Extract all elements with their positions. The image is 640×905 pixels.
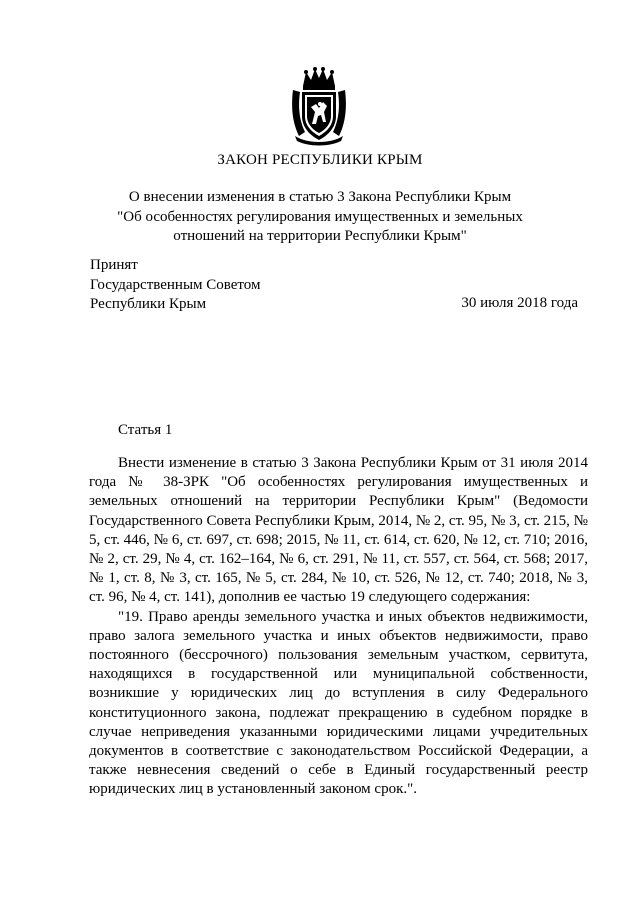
- law-title: ЗАКОН РЕСПУБЛИКИ КРЫМ: [217, 152, 423, 168]
- law-subtitle: [80, 188, 560, 247]
- coat-of-arms-icon: [289, 66, 349, 146]
- article-paragraph: Внести изменение в статью 3 Закона Республики Крым от 31 июля 2014 года № 38-ЗРК "Об особенностях регулирования имущественных и земельных отношений на территории Республики Крым" (Ведомости Государственного Совета Республики Крым, 2014, № 2, ст. 95, № 3, ст. 215, № 5, ст. 446, № 6, ст. 697, ст. 698; 2015, № 11, ст. 614, ст. 620, № 12, ст. 710; 2016, № 2, ст. 29, № 4, ст. 162–164, № 6, ст. 291, № 11, ст. 557, ст. 564, ст. 568; 2017, № 1, ст. 8, № 3, ст. 165, № 5, ст. 284, № 10, ст. 526, № 12, ст. 740; 2018, № 3, ст. 96, № 4, ст. 141), дополнив ее частью 19 следующего содержания:: [89, 455, 588, 606]
- adopted-line: Государственным Советом: [90, 276, 261, 293]
- adoption-date: 30 июля 2018 года: [461, 295, 578, 311]
- adopted-line: Принят: [90, 257, 138, 273]
- article-body: [89, 454, 588, 800]
- adopted-line: Республики Крым: [90, 296, 207, 312]
- article-paragraph: "19. Право аренды земельного участка и иных объектов недвижимости, право залога земельного участка и иных объектов недвижимости, право постоянного (бессрочного) пользования земельным участком, сервитута, находящихся в государственной или муниципальной собственности, возникшие у юридических лиц до вступления в силу Федерального конституционного закона, подлежат прекращению в судебном порядке в случае неприведения указанными юридическими лицами учредительных документов в соответствие с законодательством Российской Федерации, а также невнесения сведений о себе в Единый государственный реестр юридических лиц в установленный законом срок.".: [89, 608, 588, 798]
- subtitle-line: О внесении изменения в статью 3 Закона Республики Крым: [128, 189, 512, 205]
- subtitle-line: "Об особенностях регулирования имущественных и земельных: [117, 208, 523, 225]
- subtitle-line: отношений на территории Республики Крым": [173, 228, 467, 244]
- adopted-by-block: [90, 256, 261, 315]
- article-heading: Статья 1: [118, 422, 173, 438]
